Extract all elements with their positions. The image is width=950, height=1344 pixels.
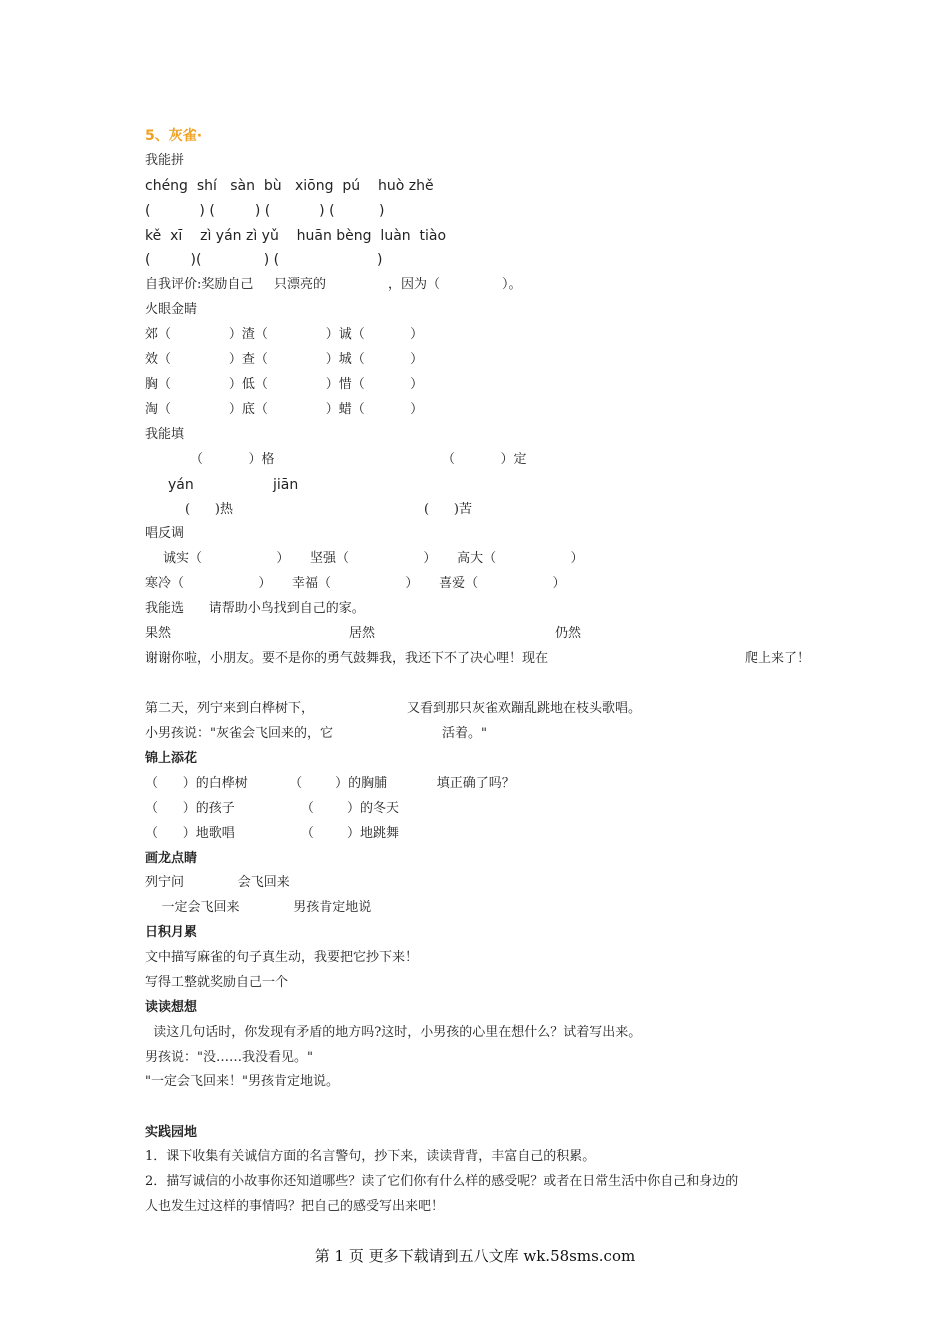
- section-label: 我能选 请帮助小鸟找到自己的家。: [145, 601, 365, 616]
- sentence: 一定会飞回来 男孩肯定地说: [145, 900, 372, 915]
- fill-blank: （ ）格: [190, 452, 275, 467]
- section-label: 唱反调: [145, 526, 185, 541]
- option-word: 果然: [145, 626, 172, 641]
- task-item: 人也发生过这样的事情吗？把自己的感受写出来吧！: [145, 1199, 445, 1214]
- sentence: "一定会飞回来！"男孩肯定地说。: [145, 1074, 339, 1089]
- section-heading: 日积月累: [145, 925, 198, 940]
- sentence: 读这几句话时，你发现有矛盾的地方吗?这时，小男孩的心里在想什么？试着写出来。: [145, 1025, 642, 1040]
- section-label: 我能填: [145, 427, 185, 442]
- pinyin-label: jiān: [273, 477, 299, 493]
- fill-row: （ ）的白桦树 （ ）的胸脯 填正确了吗？: [145, 776, 515, 791]
- fill-blank: （ ）定: [442, 452, 527, 467]
- char-row: 郊（ ）渣（ ）诚（ ）: [145, 327, 424, 342]
- char-row: 淘（ ）底（ ）蜡（ ）: [145, 402, 424, 417]
- section-label: 火眼金睛: [145, 302, 198, 317]
- self-evaluation: 自我评价:奖励自己 只漂亮的 ，因为（ ）。: [145, 277, 522, 292]
- sentence: 爬上来了！: [745, 651, 811, 666]
- sentence: 谢谢你啦，小朋友。要不是你的勇气鼓舞我，我还下不了决心哩！现在: [145, 651, 549, 666]
- sentence: 文中描写麻雀的句子真生动，我要把它抄下来！: [145, 950, 419, 965]
- fill-row: （ ）的孩子 （ ）的冬天: [145, 801, 399, 816]
- sentence: 第二天，列宁来到白桦树下，: [145, 701, 315, 716]
- pinyin-label: yán: [168, 477, 194, 493]
- antonym-row: 诚实（ ） 坚强（ ） 高大（ ）: [163, 551, 584, 566]
- sentence: 小男孩说："灰雀会飞回来的，它: [145, 726, 333, 741]
- page-footer: 第 1 页 更多下载请到五八文库 wk.58sms.com: [314, 1247, 636, 1265]
- fill-blank: ( )苦: [424, 502, 472, 517]
- pinyin-line: chéng shí sàn bù xiōng pú huò zhě: [145, 178, 434, 194]
- char-row: 胸（ ）低（ ）惜（ ）: [145, 377, 424, 392]
- option-word: 仍然: [555, 626, 582, 641]
- section-heading: 画龙点睛: [145, 851, 198, 866]
- blank-line: ( )( ) ( ): [145, 252, 383, 268]
- sentence: 男孩说："没……我没看见。": [145, 1050, 313, 1065]
- fill-blank: ( )热: [185, 502, 233, 517]
- option-word: 居然: [349, 626, 376, 641]
- sentence: 列宁问 会飞回来: [145, 875, 290, 890]
- section-heading: 实践园地: [145, 1125, 198, 1140]
- sentence: 写得工整就奖励自己一个: [145, 975, 289, 990]
- antonym-row: 寒冷（ ） 幸福（ ） 喜爱（ ）: [145, 576, 566, 591]
- section-label: 我能拼: [145, 153, 185, 168]
- pinyin-line: kě xī zì yán zì yǔ huān bèng luàn tiào: [145, 228, 447, 244]
- sentence: 又看到那只灰雀欢蹦乱跳地在枝头歌唱。: [407, 701, 642, 716]
- blank-line: ( ) ( ) ( ) ( ): [145, 203, 385, 219]
- char-row: 效（ ）查（ ）城（ ）: [145, 352, 424, 367]
- lesson-title: 5、灰雀·: [145, 128, 203, 144]
- sentence: 活着。": [442, 726, 487, 741]
- section-heading: 读读想想: [145, 1000, 198, 1015]
- task-item: 2．描写诚信的小故事你还知道哪些？读了它们你有什么样的感受呢？或者在日常生活中你自己和身边的: [145, 1174, 739, 1189]
- section-heading: 锦上添花: [145, 751, 198, 766]
- task-item: 1．课下收集有关诚信方面的名言警句，抄下来，读读背背，丰富自己的积累。: [145, 1149, 596, 1164]
- fill-row: （ ）地歌唱 （ ）地跳舞: [145, 826, 399, 841]
